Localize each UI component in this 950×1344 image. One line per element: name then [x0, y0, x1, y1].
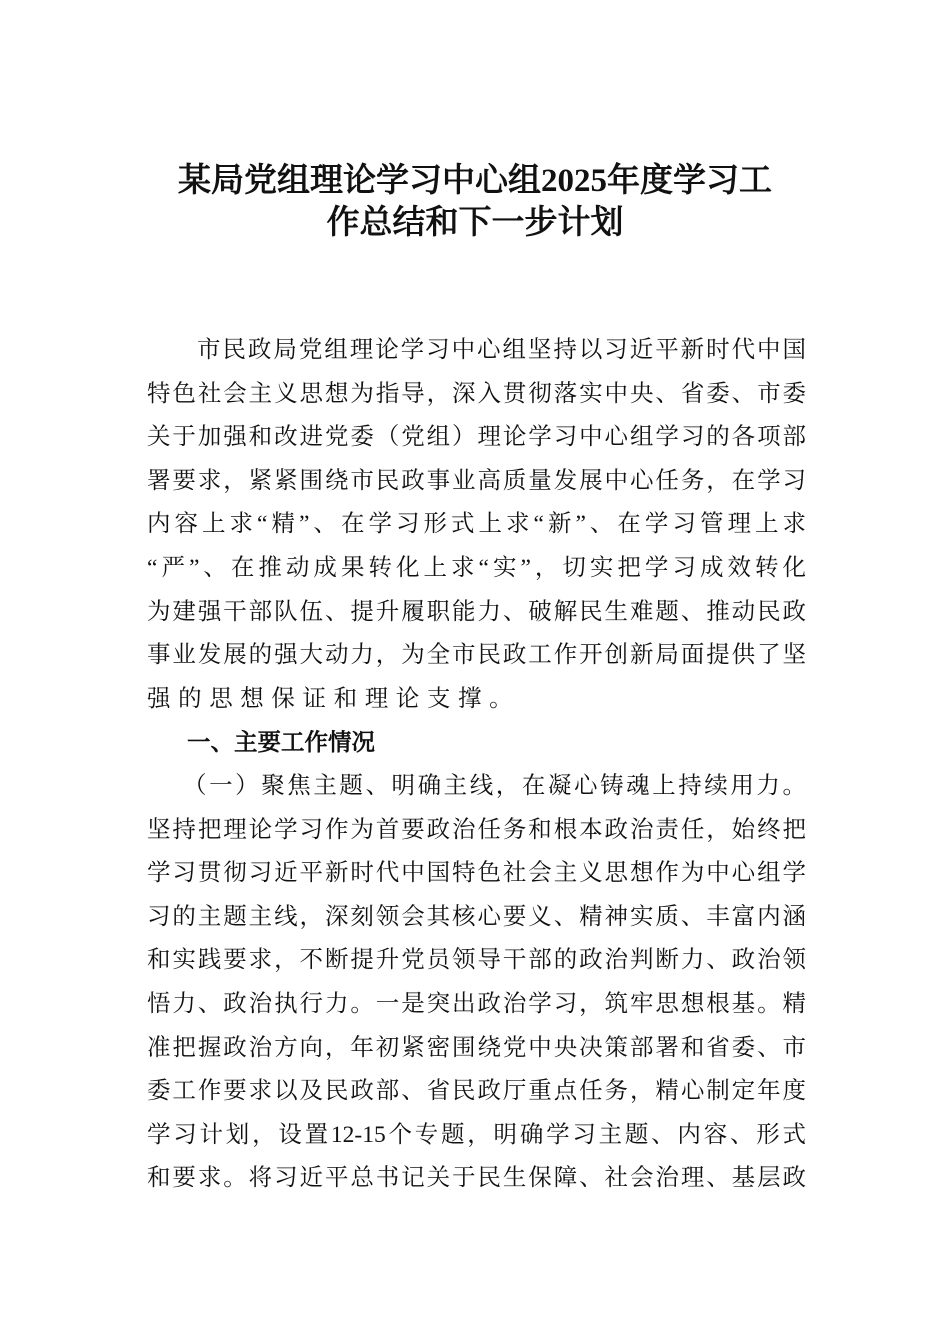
text-line: 为建强干部队伍、提升履职能力、破解民生难题、推动民政 [147, 598, 806, 625]
text-line: 习的主题主线，深刻领会其核心要义、精神实质、丰富内涵 [147, 903, 806, 930]
text-line: “严”、在推动成果转化上求“实”，切实把学习成效转化 [147, 554, 806, 581]
text-line: 坚持把理论学习作为首要政治任务和根本政治责任，始终把 [147, 816, 806, 843]
text-line: 和实践要求，不断提升党员领导干部的政治判断力、政治领 [147, 947, 806, 974]
text-line: 署要求，紧紧围绕市民政事业高质量发展中心任务，在学习 [147, 467, 806, 494]
section-heading: 一、主要工作情况 [187, 729, 375, 756]
text-line: 事业发展的强大动力，为全市民政工作开创新局面提供了坚 [147, 642, 806, 669]
text-line: 强的思想保证和理论支撑。 [147, 685, 521, 712]
subsection-heading: （一）聚焦主题、明确主线，在凝心铸魂上持续用力。 [183, 772, 806, 799]
document-title [140, 160, 810, 244]
document-body [147, 329, 806, 1201]
text-line: 关于加强和改进党委（党组）理论学习中心组学习的各项部 [147, 424, 806, 451]
text-line: 准把握政治方向，年初紧密围绕党中央决策部署和省委、市 [147, 1034, 806, 1061]
section-paragraph [147, 765, 806, 1201]
text-line: 学习贯彻习近平新时代中国特色社会主义思想作为中心组学 [147, 860, 806, 887]
text-line: 特色社会主义思想为指导，深入贯彻落实中央、省委、市委 [147, 380, 806, 407]
text-line: 学习计划，设置12-15个专题，明确学习主题、内容、形式 [147, 1121, 806, 1148]
text-line: 和要求。将习近平总书记关于民生保障、社会治理、基层政 [147, 1165, 806, 1192]
title-line-2: 作总结和下一步计划 [326, 205, 624, 241]
text-line: 内容上求“精”、在学习形式上求“新”、在学习管理上求 [147, 511, 806, 538]
text-line: 市民政局党组理论学习中心组坚持以习近平新时代中国 [197, 337, 806, 363]
intro-paragraph [147, 329, 806, 721]
title-line-1: 某局党组理论学习中心组2025年度学习工 [178, 163, 772, 199]
text-line: 委工作要求以及民政部、省民政厅重点任务，精心制定年度 [147, 1078, 806, 1105]
text-line: 悟力、政治执行力。一是突出政治学习，筑牢思想根基。精 [147, 990, 806, 1017]
